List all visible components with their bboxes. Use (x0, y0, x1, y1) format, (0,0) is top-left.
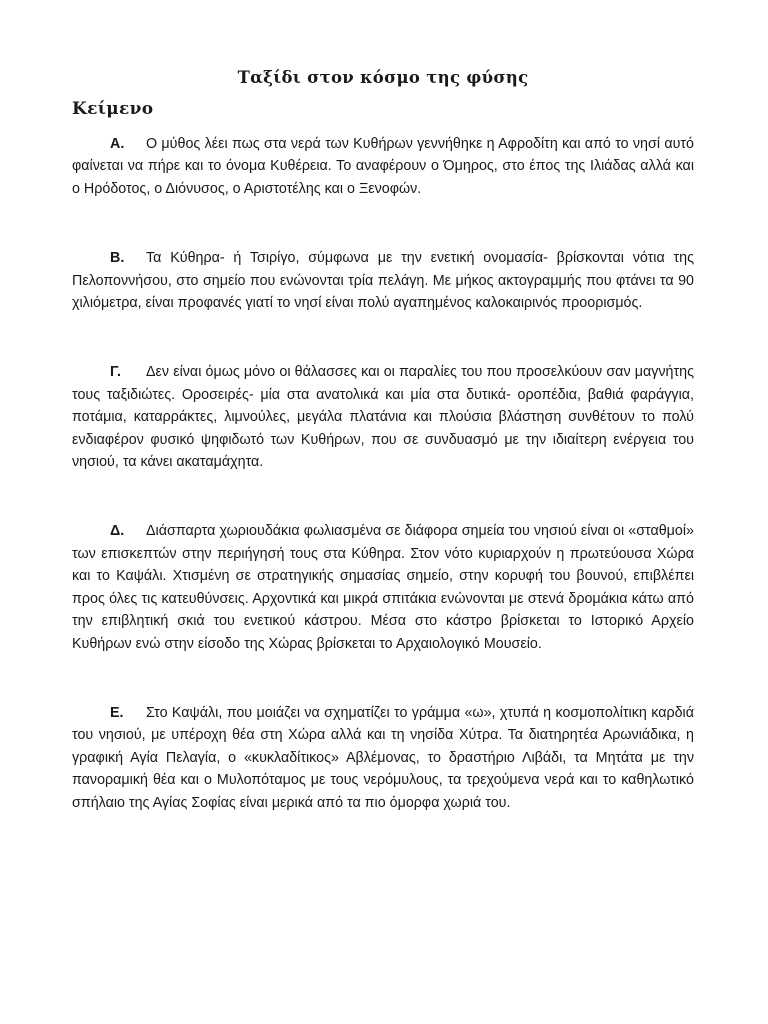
paragraph-marker: Α. (110, 136, 125, 152)
paragraph-text: Τα Κύθηρα- ή Τσιρίγο, σύμφωνα με την ενετική ονομασία- βρίσκονται νότια της Πελοποννήσου, στο σημείο που ενώνονται τρία πελάγη. Με μήκος ακτογραμμής που φτάνει τα 90 χιλιόμετρα, είναι προφανές γιατί το νησί είναι πολύ αγαπημένος καλοκαιρινός προορισμός. (72, 250, 694, 312)
document-page (72, 64, 694, 814)
section-heading: Κείμενο (72, 99, 154, 119)
paragraph-b (72, 247, 694, 314)
paragraph-text: Στο Καψάλι, που μοιάζει να σχηματίζει το γράμμα «ω», χτυπά η κοσμοπολίτικη καρδιά του νησιού, με υπέροχη θέα στη Χώρα αλλά και τη νησίδα Χύτρα. Τα διατηρητέα Αρωνιάδικα, η γραφική Αγία Πελαγία, ο «κυκλαδίτικος» Αβλέμονας, το δραστήριο Λιβάδι, τα Μητάτα με την πανοραμική θέα και ο Μυλοπόταμος με τους νερόμυλους, τα τρεχούμενα νερά και το καθηλωτικό σπήλαιο της Αγίας Σοφίας είναι μερικά από τα πιο όμορφα χωριά του. (72, 704, 694, 811)
paragraph-marker: Β. (110, 250, 125, 267)
paragraph-e (72, 702, 694, 814)
paragraph-marker: Ε. (110, 704, 124, 721)
paragraph-c (72, 361, 694, 473)
paragraph-marker: Δ. (110, 523, 125, 540)
paragraph-text: Δεν είναι όμως μόνο οι θάλασσες και οι παραλίες του που προσελκύουν σαν μαγνήτης τους ταξιδιώτες. Οροσειρές- μία στα ανατολικά και μία στα δυτικά- οροπέδια, βαθιά φαράγγια, ποτάμια, καταρράκτες, λιμνούλες, μεγάλα πλατάνια και πλούσια βλάστηση συνθέτουν το πολύ ενδιαφέρον φυσικό ψηφιδωτό των Κυθήρων, που σε συνδυασμό με την ιδιαίτερη ενέργεια του νησιού, τα κάνει ακαταμάχητα. (72, 364, 694, 471)
paragraph-a (72, 133, 694, 200)
paragraph-marker: Γ. (110, 364, 121, 381)
paragraph-text: Διάσπαρτα χωριουδάκια φωλιασμένα σε διάφορα σημεία του νησιού είναι οι «σταθμοί» των επισκεπτών στην περιήγησή τους στα Κύθηρα. Στον νότο κυριαρχούν η πρωτεύουσα Χώρα και το Καψάλι. Χτισμένη σε στρατηγικής σημασίας σημείο, στην κορυφή του βουνού, επιβλέπει προς όλες τις κατευθύνσεις. Αρχοντικά και μικρά σπιτάκια ενώνονται με στενά δρομάκια κάτω από την επιβλητική σκιά του ενετικού κάστρου. Μέσα στο κάστρο βρίσκεται το Ιστορικό Αρχείο Κυθήρων ενώ στην είσοδο της Χώρας βρίσκεται το Αρχαιολογικό Μουσείο. (72, 523, 694, 652)
document-title: Ταξίδι στον κόσμο της φύσης (237, 68, 529, 87)
paragraph-d (72, 520, 694, 654)
paragraph-text: Ο μύθος λέει πως στα νερά των Κυθήρων γεννήθηκε η Αφροδίτη και από το νησί αυτό φαίνεται να πήρε και το όνομα Κυθέρεια. Το αναφέρουν ο Όμηρος, στο έπος της Ιλιάδας αλλά και ο Ηρόδοτος, ο Διόνυσος, ο Αριστοτέλης και ο Ξενοφών. (72, 136, 694, 197)
